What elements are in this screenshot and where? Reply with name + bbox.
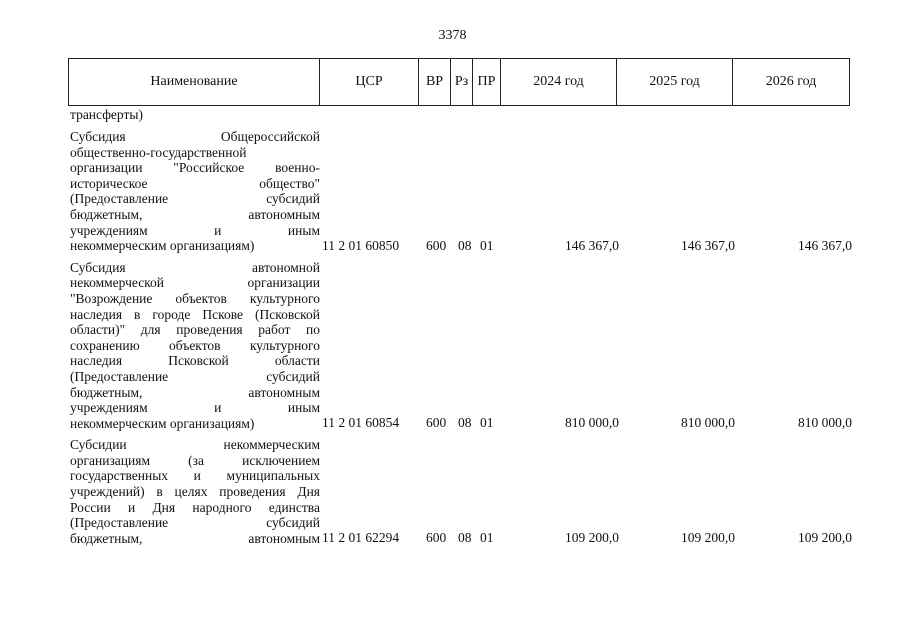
- cell-csr: 11 2 01 60850: [322, 237, 400, 253]
- header-pr: ПР: [473, 59, 501, 105]
- row-values: [70, 415, 852, 431]
- row-name-line: наследия Псковской области: [70, 353, 320, 369]
- row-name-line: некоммерческой организации: [70, 275, 320, 291]
- continuation-text: трансферты): [70, 107, 143, 122]
- table-header: [68, 58, 850, 106]
- header-csr: ЦСР: [320, 59, 419, 105]
- row-name-line: общественно-государственной: [70, 144, 247, 160]
- table-row: [70, 260, 852, 432]
- row-name-line: Субсидии некоммерческим: [70, 437, 320, 453]
- row-name-line: некоммерческим организациям): [70, 415, 255, 431]
- page-number: 3378: [438, 28, 467, 43]
- table-body: [70, 107, 852, 546]
- header-2024: 2024 год: [501, 59, 617, 105]
- row-name-line: учреждениям и иным: [70, 222, 320, 238]
- cell-pr: 01: [480, 415, 494, 431]
- table-row: [70, 437, 852, 546]
- row-name-line: "Возрождение объектов культурного: [70, 290, 320, 306]
- header-vr: ВР: [419, 59, 451, 105]
- cell-rz: 08: [458, 237, 472, 253]
- table-row: [70, 129, 852, 254]
- row-name-line: сохранению объектов культурного: [70, 337, 320, 353]
- cell-pr: 01: [480, 237, 494, 253]
- row-name-line: историческое общество": [70, 175, 320, 191]
- cell-vr: 600: [426, 237, 447, 253]
- cell-rz: 08: [458, 530, 472, 546]
- cell-2024: 810 000,0: [565, 415, 619, 431]
- row-name-line: учреждениям и иным: [70, 400, 320, 416]
- row-name-line: организации "Российское военно-: [70, 160, 320, 176]
- row-name-line: (Предоставление субсидий: [70, 368, 320, 384]
- row-name-line: Субсидия Общероссийской: [70, 129, 320, 144]
- table-rows: [70, 129, 852, 546]
- cell-2026: 146 367,0: [798, 237, 852, 253]
- cell-vr: 600: [426, 530, 447, 546]
- row-name-line: некоммерческим организациям): [70, 238, 255, 254]
- row-name-line: России и Дня народного единства: [70, 499, 320, 515]
- cell-pr: 01: [480, 530, 494, 546]
- row-name-line: бюджетным, автономным: [70, 206, 320, 222]
- row-name-line: (Предоставление субсидий: [70, 191, 320, 207]
- cell-2025: 109 200,0: [681, 530, 735, 546]
- row-name-line: организациям (за исключением: [70, 452, 320, 468]
- header-rz: Рз: [451, 59, 473, 105]
- row-values: [70, 530, 852, 546]
- cell-2026: 810 000,0: [798, 415, 852, 431]
- cell-csr: 11 2 01 62294: [322, 530, 400, 546]
- header-2026: 2026 год: [765, 74, 817, 89]
- header-name: Наименование: [69, 59, 320, 105]
- row-name: [70, 129, 320, 254]
- row-name-line: учреждений) в целях проведения Дня: [70, 484, 320, 500]
- row-name-line: бюджетным, автономным: [70, 384, 320, 400]
- row-values: [70, 238, 852, 254]
- row-name-line: государственных и муниципальных: [70, 468, 320, 484]
- row-name-line: области)" для проведения работ по: [70, 322, 320, 338]
- cell-rz: 08: [458, 415, 472, 431]
- cell-2024: 146 367,0: [565, 237, 619, 253]
- row-name-line: (Предоставление субсидий: [70, 515, 320, 531]
- row-name-line: наследия в городе Пскове (Псковской: [70, 306, 320, 322]
- cell-2025: 146 367,0: [681, 237, 735, 253]
- row-name-line: Субсидия автономной: [70, 259, 320, 275]
- cell-2025: 810 000,0: [681, 415, 735, 431]
- cell-vr: 600: [426, 415, 447, 431]
- cell-2024: 109 200,0: [565, 530, 619, 546]
- row-name: [70, 260, 320, 432]
- cell-csr: 11 2 01 60854: [322, 415, 400, 431]
- row-name-line: бюджетным, автономным: [70, 530, 320, 546]
- cell-2026: 109 200,0: [798, 530, 852, 546]
- header-2025: 2025 год: [617, 59, 733, 105]
